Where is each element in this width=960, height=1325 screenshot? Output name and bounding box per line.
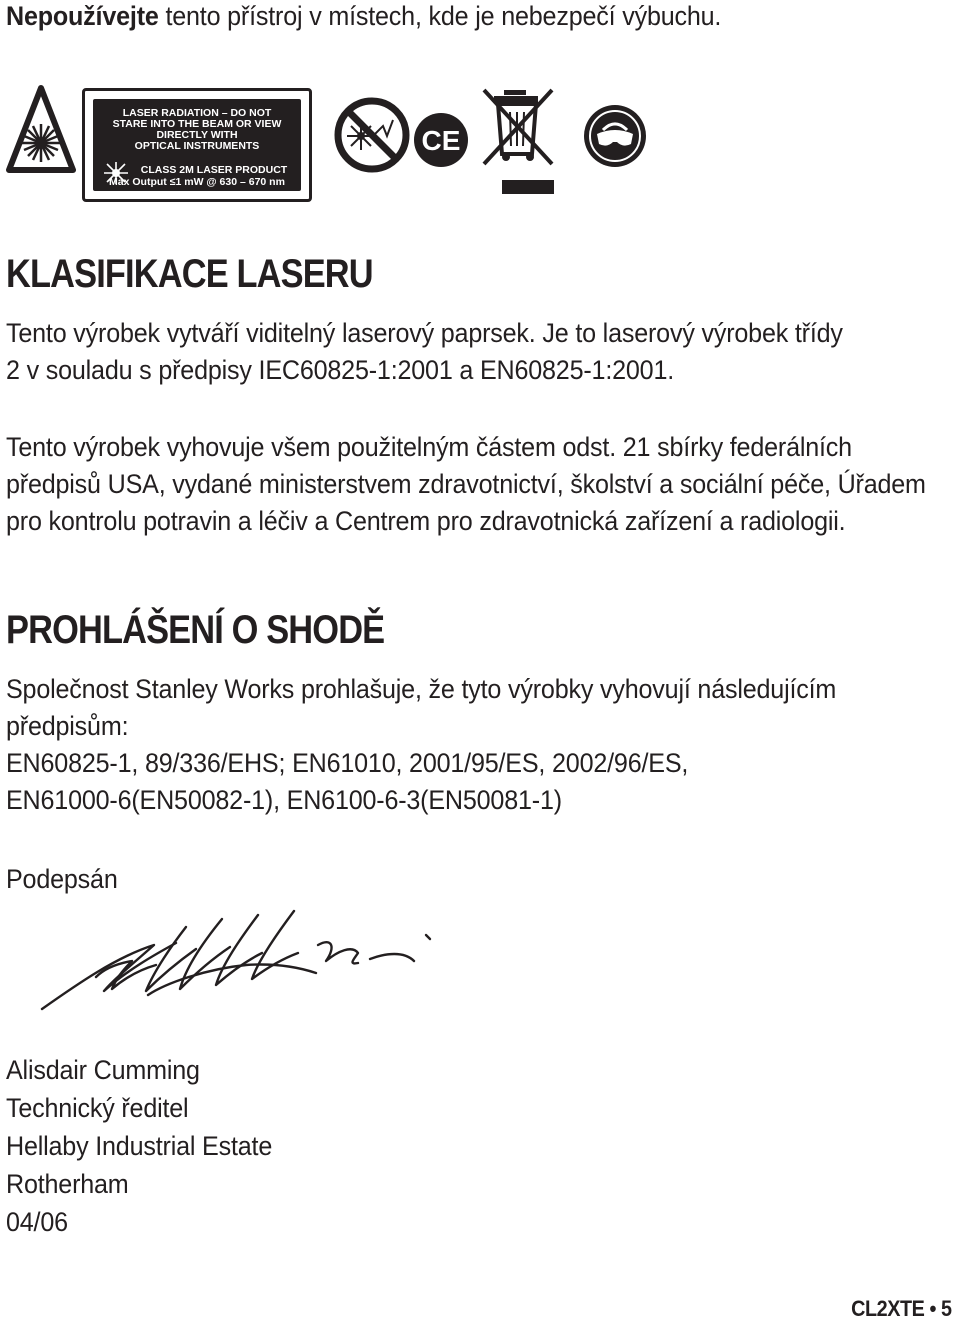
page-number: 5 [941,1296,952,1321]
laser-class-paragraph-2 [6,429,926,540]
explosion-warning [6,0,721,35]
text-line: předpisům: [6,711,129,741]
signatory-address-1: Hellaby Industrial Estate [6,1131,273,1161]
text-line: EN61000-6(EN50082-1), EN6100-6-3(EN50081-1) [6,785,562,815]
warning-text: tento přístroj v místech, kde je nebezpečí výbuchu. [158,1,722,31]
wear-eye-protection-icon [583,104,647,173]
text-line: Tento výrobek vyhovuje všem použitelným částem odst. 21 sbírky federálních [6,432,852,462]
handwritten-signature [36,905,446,1022]
label-line: DIRECTLY WITH [156,129,238,141]
signatory-block [6,1051,272,1241]
laser-class-paragraph-1 [6,315,843,389]
text-line: pro kontrolu potravin a léčiv a Centrem pro zdravotnická zařízení a radiologii. [6,506,846,536]
label-line: STARE INTO THE BEAM OR VIEW [112,118,282,130]
text-line: předpisů USA, vydané ministerstvem zdravotnictví, školství a sociální péče, Úřadem [6,469,926,499]
conformity-text [6,671,836,819]
signatory-name: Alisdair Cumming [6,1055,200,1085]
text-line: Společnost Stanley Works prohlašuje, že tyto výrobky vyhovují následujícím [6,674,837,704]
laser-label [82,88,312,202]
model-code: CL2XTE [851,1296,925,1321]
no-direct-view-icon [333,96,411,179]
label-line: CLASS 2M LASER PRODUCT [140,164,288,176]
section-heading-conformity: PROHLÁŠENÍ O SHODĚ [6,608,385,652]
warning-bold: Nepoužívejte [6,1,159,31]
footer-separator: • [929,1296,937,1321]
signed-label: Podepsán [6,864,118,894]
weee-crossed-bin-icon [478,84,558,201]
signatory-address-2: Rotherham [6,1169,129,1199]
page-footer [852,1296,952,1322]
text-line: 2 v souladu s předpisy IEC60825-1:2001 a EN60825-1:2001. [6,355,675,385]
section-heading-laser-class: KLASIFIKACE LASERU [6,252,373,296]
ce-mark-icon [413,112,469,173]
text-line: Tento výrobek vytváří viditelný laserový paprsek. Je to laserový výrobek třídy [6,318,843,348]
label-line: LASER RADIATION – DO NOT [122,107,272,119]
label-line: OPTICAL INSTRUMENTS [134,140,260,152]
signatory-title: Technický ředitel [6,1093,189,1123]
signatory-date: 04/06 [6,1207,68,1237]
ce-mark-text: CE [421,125,461,156]
text-line: EN60825-1, 89/336/EHS; EN61010, 2001/95/ES, 2002/96/ES, [6,748,689,778]
laser-warning-icon [6,84,76,179]
label-line: Max Output ≤1 mW @ 630 – 670 nm [109,176,285,188]
